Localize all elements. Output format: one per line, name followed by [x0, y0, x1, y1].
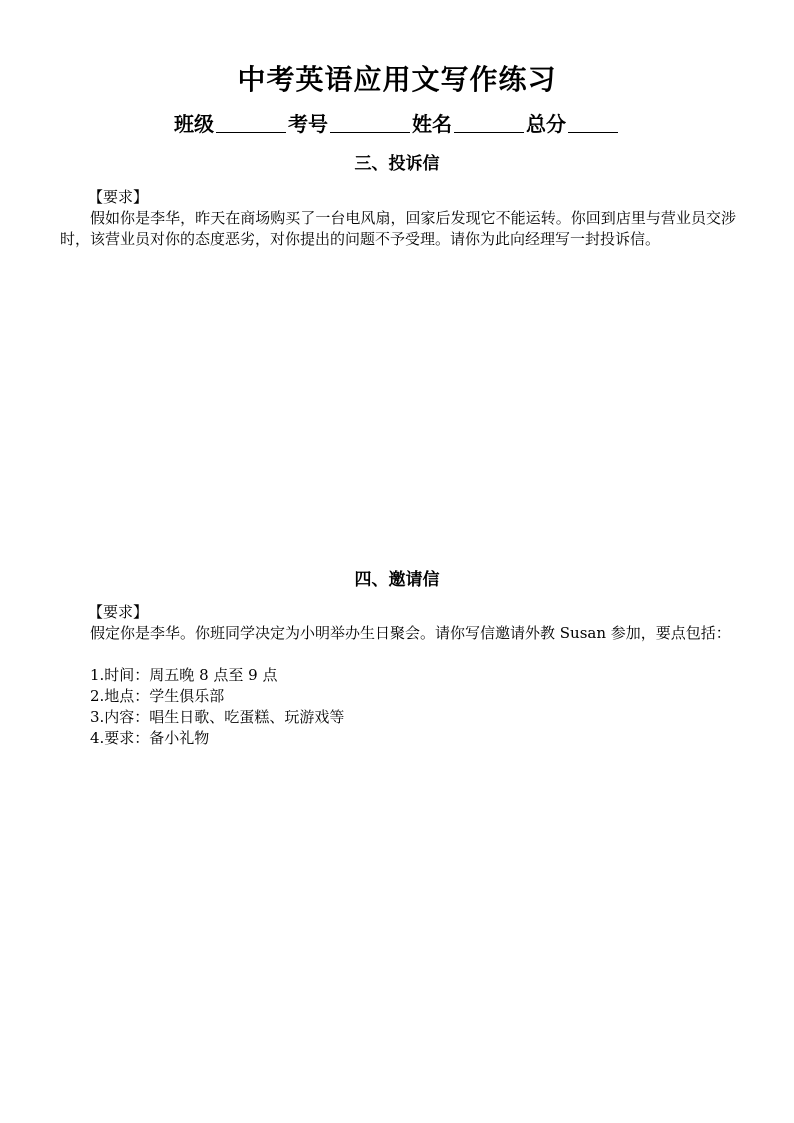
list-item: 4.要求：备小礼物 — [90, 729, 210, 747]
section-complaint-prompt: 假如你是李华，昨天在商场购买了一台电风扇，回家后发现它不能运转。你回到店里与营业员交涉时，该营业员对你的态度恶劣，对你提出的问题不予受理。请你为此向经理写一封投诉信。 — [60, 209, 736, 248]
section-invitation-heading: 四、邀请信 — [354, 570, 440, 590]
total-score-label: 总分 — [526, 112, 566, 136]
invitation-points-list — [90, 665, 344, 749]
student-info-line — [0, 110, 794, 138]
list-item: 1.时间：周五晚 8 点至 9 点 — [90, 666, 278, 684]
class-blank — [216, 112, 286, 133]
name-label: 姓名 — [412, 112, 452, 136]
section-complaint-requirement-label: 【要求】 — [88, 188, 149, 206]
list-item: 2.地点：学生俱乐部 — [90, 687, 225, 705]
name-blank — [454, 112, 524, 133]
total-score-blank — [568, 112, 618, 133]
list-item: 3.内容：唱生日歌、吃蛋糕、玩游戏等 — [90, 708, 345, 726]
section-invitation-prompt: 假定你是李华。你班同学决定为小明举办生日聚会。请你写信邀请外教 Susan 参加，要点包括： — [90, 624, 731, 642]
page-title: 中考英语应用文写作练习 — [237, 63, 557, 96]
class-label: 班级 — [174, 112, 214, 136]
section-invitation-requirement-label: 【要求】 — [88, 603, 149, 621]
exam-number-blank — [330, 112, 410, 133]
section-complaint-heading: 三、投诉信 — [354, 154, 440, 174]
exam-number-label: 考号 — [288, 112, 328, 136]
